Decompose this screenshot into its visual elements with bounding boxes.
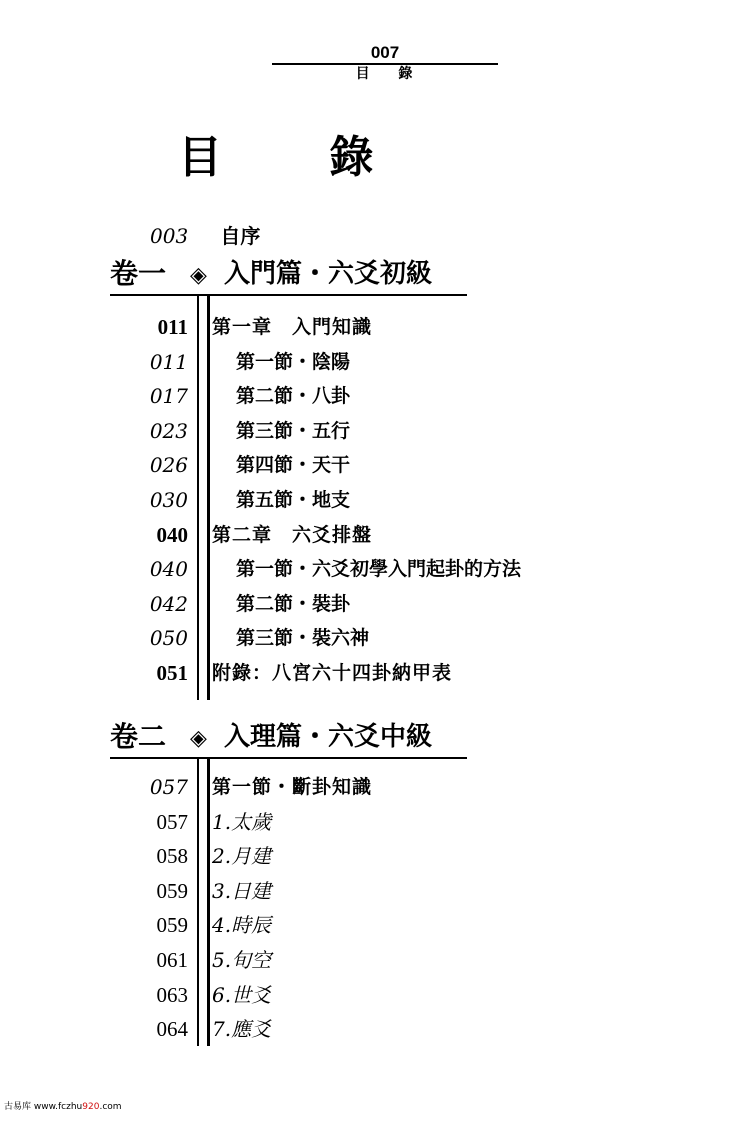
toc-entry-text: 5.旬空 bbox=[212, 947, 272, 972]
toc-entry-text: 第二節・八卦 bbox=[236, 385, 351, 408]
toc-page-number: 003 bbox=[150, 224, 189, 248]
volume-heading-2 bbox=[110, 717, 467, 759]
volume-underline bbox=[110, 294, 467, 296]
toc-entry-text: 第三節・裝六神 bbox=[236, 627, 370, 650]
toc-page-number: 059 bbox=[156, 878, 188, 903]
toc-entry-text: 2.月建 bbox=[212, 844, 272, 869]
toc-intro-entry[interactable] bbox=[150, 222, 260, 250]
toc-page-number: 063 bbox=[156, 982, 188, 1007]
toc-entry-text: 第一節・陰陽 bbox=[236, 350, 351, 373]
running-title: 目 錄 bbox=[355, 66, 425, 82]
toc-page-number: 011 bbox=[157, 315, 188, 339]
page-title: 目 錄 bbox=[178, 132, 420, 183]
volume-bar bbox=[197, 296, 210, 700]
toc-page-number: 058 bbox=[156, 844, 188, 869]
toc-entry-text: 第三節・五行 bbox=[236, 419, 351, 442]
toc-entry-text: 第一節・六爻初學入門起卦的方法 bbox=[236, 558, 522, 581]
toc-entry-text: 第二節・裝卦 bbox=[236, 592, 351, 615]
toc-page-number: 011 bbox=[149, 349, 188, 374]
diamond-icon: ◈ bbox=[190, 726, 207, 751]
toc-entry-text: 第二章 六爻排盤 bbox=[212, 523, 373, 546]
toc-entry-text: 3.日建 bbox=[212, 878, 272, 903]
volume-label: 卷二 bbox=[110, 720, 167, 753]
toc-entry-text: 附錄：八宮六十四卦納甲表 bbox=[212, 661, 453, 684]
toc-page-number: 030 bbox=[149, 487, 188, 512]
volume-bar bbox=[197, 759, 210, 1046]
watermark-url-prefix: www.fczhu bbox=[33, 1102, 83, 1112]
toc-entry-text: 自序 bbox=[220, 224, 261, 248]
toc-page-number: 017 bbox=[149, 384, 188, 409]
toc-page-number: 057 bbox=[156, 809, 188, 834]
toc-entry-text: 第四節・天干 bbox=[236, 454, 351, 477]
toc-entry-text: 1.太歲 bbox=[212, 809, 272, 834]
toc-entry-text: 第一章 入門知識 bbox=[212, 316, 373, 338]
toc-page-number: 061 bbox=[156, 947, 188, 972]
diamond-icon: ◈ bbox=[190, 263, 207, 288]
toc-page-number: 040 bbox=[156, 522, 188, 547]
toc-page-number: 023 bbox=[149, 418, 188, 443]
toc-page-number: 051 bbox=[156, 660, 188, 685]
toc-page-number: 059 bbox=[156, 913, 188, 938]
running-header bbox=[272, 44, 498, 83]
page-number: 007 bbox=[370, 43, 400, 62]
volume-underline bbox=[110, 757, 467, 759]
toc-entry-text: 6.世爻 bbox=[212, 982, 272, 1007]
watermark-url-highlight: 920 bbox=[82, 1102, 100, 1112]
toc-page-number: 057 bbox=[149, 775, 188, 799]
watermark-site-name: 古易库 bbox=[4, 1102, 32, 1112]
volume-title: 入門篇・六爻初級 bbox=[224, 259, 433, 289]
volume-label: 卷一 bbox=[110, 257, 167, 290]
toc-page-number: 050 bbox=[149, 626, 188, 651]
toc-page-number: 064 bbox=[156, 1017, 188, 1042]
watermark-url-suffix: .com bbox=[99, 1102, 122, 1112]
toc-page-number: 026 bbox=[149, 453, 188, 478]
toc-page-number: 042 bbox=[149, 591, 188, 616]
toc-entry-text: 7.應爻 bbox=[212, 1017, 272, 1042]
toc-entry-text: 第一節・斷卦知識 bbox=[212, 776, 373, 798]
volume-title: 入理篇・六爻中級 bbox=[224, 722, 433, 752]
toc-page-number: 040 bbox=[149, 557, 188, 582]
toc-entry-text: 第五節・地支 bbox=[236, 488, 351, 511]
toc-entry-text: 4.時辰 bbox=[212, 913, 272, 938]
watermark-footer bbox=[4, 1099, 122, 1112]
volume-heading-1 bbox=[110, 254, 467, 296]
